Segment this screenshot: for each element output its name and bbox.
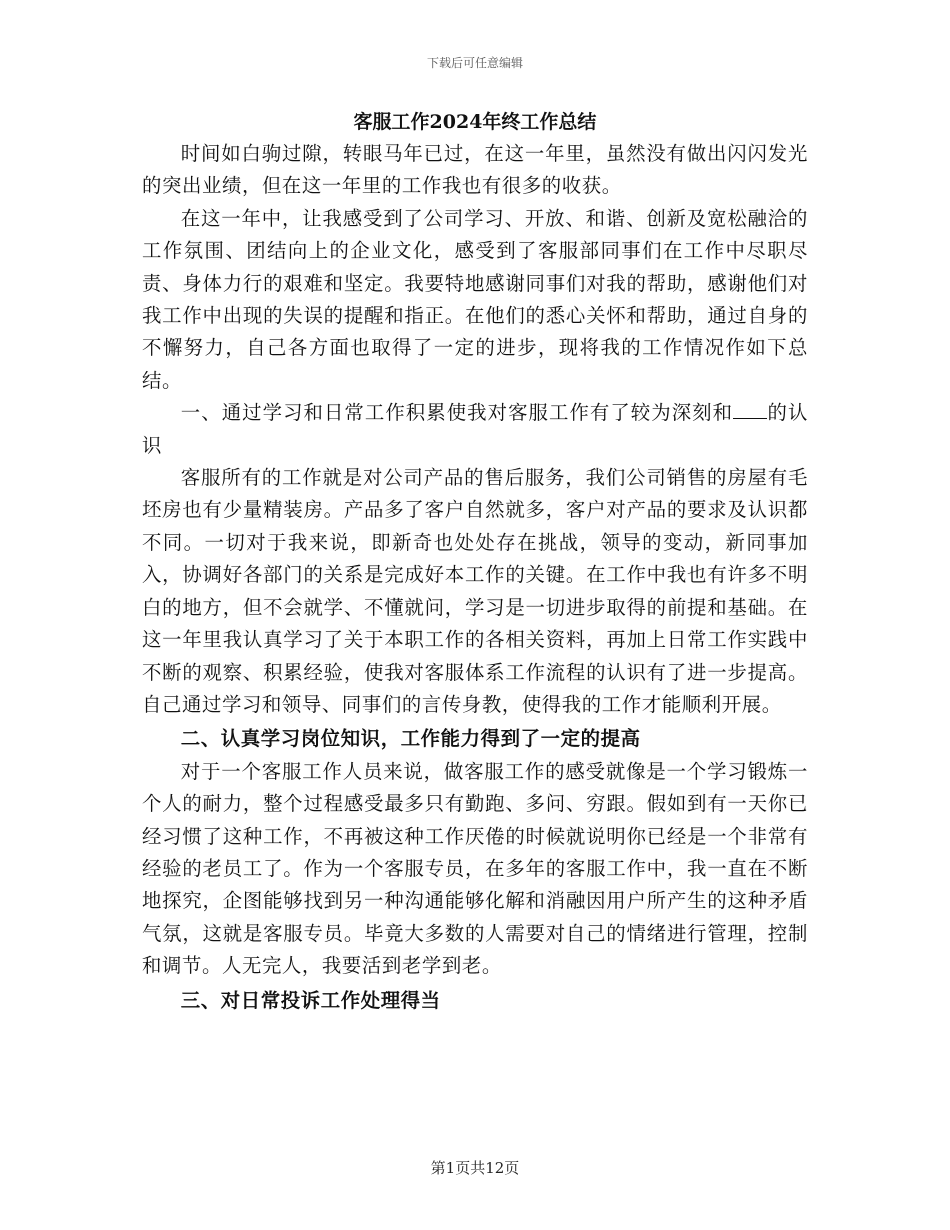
section-2-paragraph: 对于一个客服工作人员来说，做客服工作的感受就像是一个学习锻炼一个人的耐力，整个过程感受最多只有勤跑、多问、穷跟。假如到有一天你已经习惯了这种工作，不再被这种工作厌倦的时候就说明你已经是一个非常有经验的老员工了。作为一个客服专员，在多年的客服工作中，我一直在不断地探究，企图能够找到另一种沟通能够化解和消融因用户所产生的这种矛盾气氛，这就是客服专员。毕竟大多数的人需要对自己的情绪进行管理，控制和调节。人无完人，我要活到老学到老。: [142, 759, 808, 978]
intro-paragraph-1: 时间如白驹过隙，转眼马年已过，在这一年里，虽然没有做出闪闪发光的突出业绩，但在这一年里的工作我也有很多的收获。: [142, 142, 808, 198]
document-title: 客服工作2024年终工作总结: [353, 111, 597, 133]
section-1-heading-text: 一、通过学习和日常工作积累使我对客服工作有了较为深刻和: [180, 401, 734, 425]
section-1-heading: [142, 397, 808, 462]
page-header-note: 下载后可任意编辑: [426, 56, 523, 70]
fill-in-blank: [733, 417, 767, 419]
document-body: [142, 106, 808, 1017]
section-1-heading-tail: 的认识: [142, 401, 809, 457]
page-number-footer: 第1页共12页: [430, 1159, 520, 1177]
intro-paragraph-2: 在这一年中，让我感受到了公司学习、开放、和谐、创新及宽松融洽的工作氛围、团结向上的企业文化，感受到了客服部同事们在工作中尽职尽责、身体力行的艰难和坚定。我要特地感谢同事们对我的帮助，感谢他们对我工作中出现的失误的提醒和指正。在他们的悉心关怀和帮助，通过自身的不懈努力，自己各方面也取得了一定的进步，现将我的工作情况作如下总结。: [142, 206, 808, 392]
section-1-paragraph: 客服所有的工作就是对公司产品的售后服务，我们公司销售的房屋有毛坯房也有少量精装房。产品多了客户自然就多，客户对产品的要求及认识都不同。一切对于我来说，即新奇也处处存在挑战，领导的变动，新同事加入，协调好各部门的关系是完成好本工作的关键。在工作中我也有许多不明白的地方，但不会就学、不懂就问，学习是一切进步取得的前提和基础。在这一年里我认真学习了关于本职工作的各相关资料，再加上日常工作实践中不断的观察、积累经验，使我对客服体系工作流程的认识有了进一步提高。自己通过学习和领导、同事们的言传身教，使得我的工作才能顺利开展。: [142, 466, 808, 716]
section-2-heading: 二、认真学习岗位知识，工作能力得到了一定的提高: [180, 727, 641, 751]
section-3-heading: 三、对日常投诉工作处理得当: [180, 988, 441, 1012]
